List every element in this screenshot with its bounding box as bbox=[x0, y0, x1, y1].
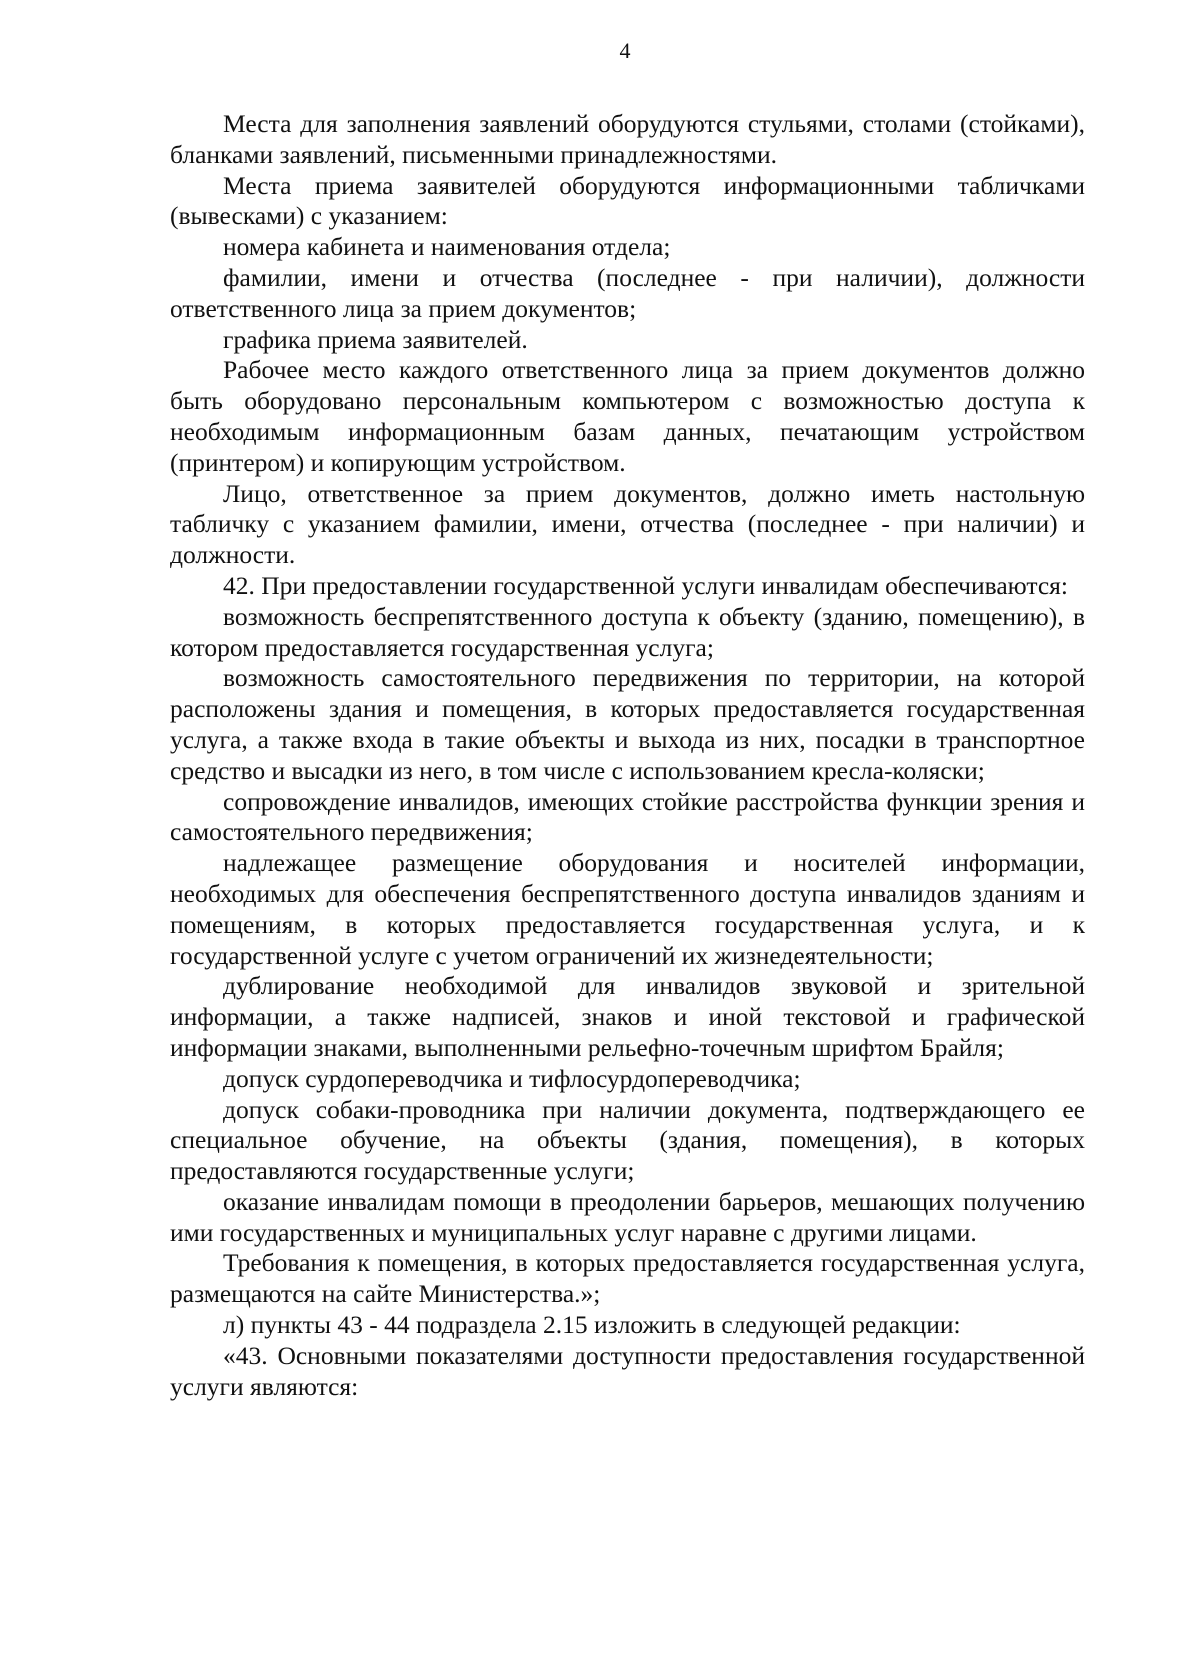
paragraph-unobstructed-access: возможность беспрепятственного доступа к объекту (зданию, помещению), в котором предоставляется государственная услуга; bbox=[170, 601, 1085, 662]
paragraph-workplace-equipment: Рабочее место каждого ответственного лица за прием документов должно быть оборудовано персональным компьютером с возможностью доступа к необходимым информационным базам данных, печатающим устройством (принтером) и копирующим устройством. bbox=[170, 355, 1085, 477]
page-number: 4 bbox=[619, 38, 631, 63]
paragraph-office-number: номера кабинета и наименования отдела; bbox=[223, 232, 671, 262]
paragraph-subsection-amendment: л) пункты 43 - 44 подраздела 2.15 изложить в следующей редакции: bbox=[223, 1310, 961, 1340]
paragraph-independent-movement: возможность самостоятельного передвижения по территории, на которой расположены здания и помещения, в которых предоставляется государственная услуга, а также входа в такие объекты и выхода из них, посадки в транспортное средство и высадки из него, в том числе с использованием кресла-коляски; bbox=[170, 663, 1085, 785]
paragraph-item-43: «43. Основными показателями доступности предоставления государственной услуги являются: bbox=[170, 1340, 1085, 1401]
paragraph-sign-interpreter: допуск сурдопереводчика и тифлосурдопереводчика; bbox=[223, 1063, 801, 1093]
paragraph-equipment-placement: надлежащее размещение оборудования и носителей информации, необходимых для обеспечения беспрепятственного доступа инвалидов зданиям и помещениям, в которых предоставляется государственная услуга, и к государственной услуге с учетом ограничений их жизнедеятельности; bbox=[170, 848, 1085, 970]
paragraph-guide-dog: допуск собаки-проводника при наличии документа, подтверждающего ее специальное обучение, на объекты (здания, помещения), в которых предоставляются государственные услуги; bbox=[170, 1094, 1085, 1186]
document-body bbox=[170, 109, 1085, 1402]
paragraph-places-for-applications: Места для заполнения заявлений оборудуются стульями, столами (стойками), бланками заявлений, письменными принадлежностями. bbox=[170, 109, 1085, 169]
paragraph-braille-duplication: дублирование необходимой для инвалидов звуковой и зрительной информации, а также надписей, знаков и иной текстовой и графической информации знаками, выполненными рельефно-точечным шрифтом Брайля; bbox=[170, 971, 1085, 1062]
paragraph-reception-schedule: графика приема заявителей. bbox=[223, 324, 528, 354]
paragraph-reception-places: Места приема заявителей оборудуются информационными табличками (вывесками) с указанием: bbox=[170, 170, 1085, 231]
paragraph-escort-of-disabled: сопровождение инвалидов, имеющих стойкие расстройства функции зрения и самостоятельного передвижения; bbox=[170, 786, 1085, 847]
paragraph-premises-requirements: Требования к помещения, в которых предоставляется государственная услуга, размещаются на сайте Министерства.»; bbox=[170, 1248, 1085, 1309]
paragraph-item-42: 42. При предоставлении государственной услуги инвалидам обеспечиваются: bbox=[223, 570, 1068, 600]
paragraph-barrier-assistance: оказание инвалидам помощи в преодолении барьеров, мешающих получению ими государственных и муниципальных услуг наравне с другими лицами. bbox=[170, 1186, 1085, 1247]
paragraph-responsible-person-name: фамилии, имени и отчества (последнее - при наличии), должности ответственного лица за прием документов; bbox=[170, 262, 1085, 323]
paragraph-desk-nameplate: Лицо, ответственное за прием документов, должно иметь настольную табличку с указанием фамилии, имени, отчества (последнее - при наличии) и должности. bbox=[170, 478, 1085, 570]
